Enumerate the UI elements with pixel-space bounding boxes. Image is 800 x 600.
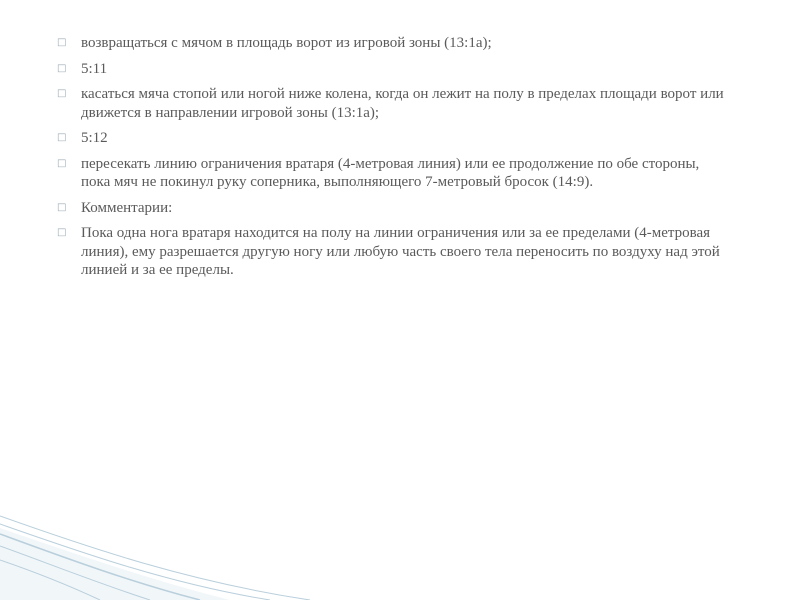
decoration-line xyxy=(0,534,200,600)
bullet-item xyxy=(57,155,727,192)
decoration-line xyxy=(0,524,270,600)
bullet-marker-icon: □ xyxy=(57,37,67,48)
bullet-text: Комментарии: xyxy=(81,199,173,216)
bullet-item xyxy=(57,34,727,53)
decoration-line xyxy=(0,516,310,600)
bullet-text: Пока одна нога вратаря находится на полу на линии ограничения или за ее пределами (4-метровая линия), ему разрешается другую ногу или любую часть своего тела переносить по воздуху над этой линией и за ее пределы. xyxy=(81,225,720,278)
bullet-text: касаться мяча стопой или ногой ниже колена, когда он лежит на полу в пределах площади ворот или движется в направлении игровой зоны (13:1а); xyxy=(81,86,724,121)
decoration-line xyxy=(0,560,100,600)
bullet-marker-icon: □ xyxy=(57,132,67,143)
bullet-marker-icon: □ xyxy=(57,62,67,74)
bullet-text: 5:11 xyxy=(81,60,108,77)
bullet-marker-icon: □ xyxy=(57,157,67,169)
bullet-item xyxy=(57,199,727,218)
bullet-marker-icon: □ xyxy=(57,201,67,213)
bullet-text: пересекать линию ограничения вратаря (4-метровая линия) или ее продолжение по обе стороны, пока мяч не покинул руку соперника, выполняющего 7-метровый бросок (14:9). xyxy=(81,155,700,190)
bullet-text: 5:12 xyxy=(81,130,108,146)
bullet-text: возвращаться с мячом в площадь ворот из игровой зоны (13:1а); xyxy=(81,35,492,51)
corner-wave-decoration xyxy=(0,490,330,600)
bullet-list xyxy=(57,34,727,287)
bullet-marker-icon: □ xyxy=(57,88,67,99)
bullet-item xyxy=(57,129,727,148)
bullet-marker-icon: □ xyxy=(57,227,67,238)
bullet-item xyxy=(57,85,727,122)
bullet-item xyxy=(57,224,727,280)
bullet-item xyxy=(57,60,727,79)
decoration-line xyxy=(0,546,150,600)
decoration-fill xyxy=(0,528,230,600)
